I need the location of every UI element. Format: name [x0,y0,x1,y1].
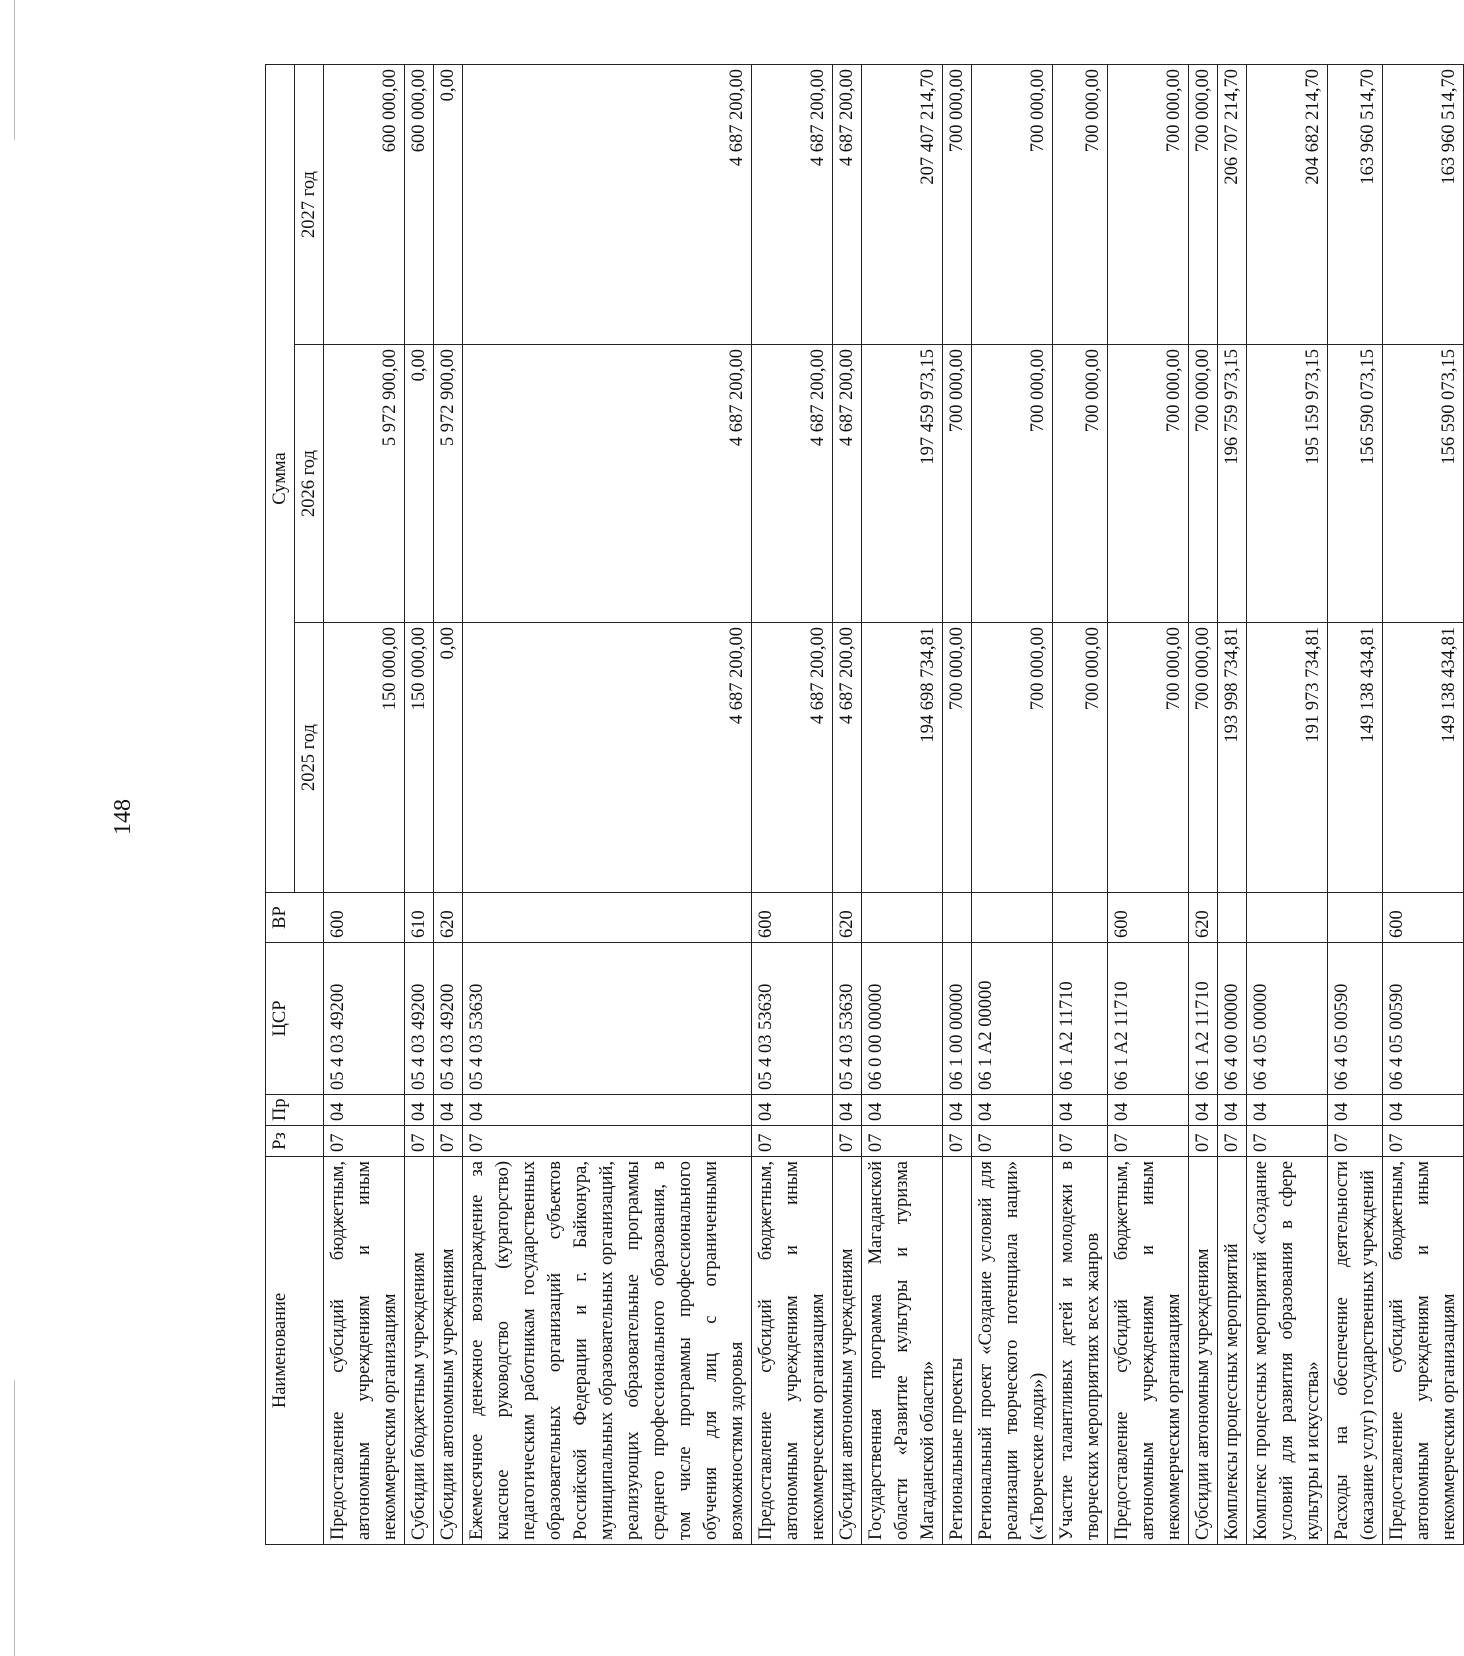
row-sum-2026: 195 159 973,15 [1247,345,1328,623]
row-sum-2027: 600 000,00 [324,64,405,344]
row-pr: 04 [943,1095,972,1126]
row-csr: 06 1 A2 11710 [1053,943,1108,1095]
table-row [405,64,434,1544]
header-rz: Рз [266,1126,324,1157]
row-sum-2027: 163 960 514,70 [1383,64,1464,344]
row-sum-2025: 700 000,00 [943,623,972,893]
row-sum-2027: 600 000,00 [405,64,434,344]
table-row [1108,64,1189,1544]
row-rz: 07 [862,1126,943,1157]
row-sum-2025: 149 138 434,81 [1383,623,1464,893]
header-pr: Пр [266,1095,324,1126]
row-rz: 07 [1053,1126,1108,1157]
row-sum-2027: 700 000,00 [1053,64,1108,344]
row-sum-2025: 193 998 734,81 [1218,623,1247,893]
row-sum-2026: 4 687 200,00 [463,345,752,623]
row-sum-2027: 700 000,00 [1108,64,1189,344]
table-row [833,64,862,1544]
row-rz: 07 [324,1126,405,1157]
row-csr: 06 4 05 00000 [1247,943,1328,1095]
table-row [862,64,943,1544]
row-csr: 06 1 A2 11710 [1189,943,1218,1095]
table-row [324,64,405,1544]
row-pr: 04 [833,1095,862,1126]
row-name: Государственная программа Магаданской области «Развитие культуры и туризма Магаданской области» [862,1157,943,1545]
row-pr: 04 [1328,1095,1383,1126]
row-csr: 06 1 A2 11710 [1108,943,1189,1095]
row-rz: 07 [1328,1126,1383,1157]
rotated-document [110,65,1459,1645]
table-row [1247,64,1328,1544]
row-sum-2025: 150 000,00 [405,623,434,893]
row-csr: 05 4 03 53630 [463,943,752,1095]
row-name: Региональный проект «Создание условий для реализации творческого потенциала нации» («Творческие люди») [972,1157,1053,1545]
row-name: Субсидии автономным учреждениям [434,1157,463,1545]
row-csr: 05 4 03 53630 [833,943,862,1095]
header-sum: Сумма [266,64,295,892]
row-name: Расходы на обеспечение деятельности (оказание услуг) государственных учреждений [1328,1157,1383,1545]
row-pr: 04 [862,1095,943,1126]
row-sum-2025: 4 687 200,00 [463,623,752,893]
table-row [972,64,1053,1544]
row-vr: 600 [324,893,405,943]
row-sum-2027: 4 687 200,00 [833,64,862,344]
row-vr: 620 [1189,893,1218,943]
row-sum-2025: 150 000,00 [324,623,405,893]
row-sum-2027: 0,00 [434,64,463,344]
row-csr: 06 1 A2 00000 [972,943,1053,1095]
table-row [1383,64,1464,1544]
row-name: Региональные проекты [943,1157,972,1545]
row-rz: 07 [1383,1126,1464,1157]
row-pr: 04 [463,1095,752,1126]
row-sum-2026: 156 590 073,15 [1383,345,1464,623]
row-sum-2025: 194 698 734,81 [862,623,943,893]
row-rz: 07 [1218,1126,1247,1157]
row-vr [1218,893,1247,943]
row-pr: 04 [324,1095,405,1126]
row-sum-2026: 0,00 [405,345,434,623]
row-vr [1247,893,1328,943]
row-pr: 04 [405,1095,434,1126]
row-vr: 600 [1383,893,1464,943]
row-sum-2026: 700 000,00 [1053,345,1108,623]
row-vr: 620 [833,893,862,943]
row-sum-2026: 5 972 900,00 [324,345,405,623]
table-row [752,64,833,1544]
row-sum-2026: 700 000,00 [943,345,972,623]
row-sum-2026: 700 000,00 [972,345,1053,623]
row-pr: 04 [1108,1095,1189,1126]
row-sum-2026: 4 687 200,00 [752,345,833,623]
row-name: Комплекс процессных мероприятий «Создание условий для развития образования в сфере культуры и искусства» [1247,1157,1328,1545]
row-vr: 610 [405,893,434,943]
row-sum-2025: 4 687 200,00 [752,623,833,893]
row-rz: 07 [1108,1126,1189,1157]
row-sum-2027: 207 407 214,70 [862,64,943,344]
row-name: Участие талантливых детей и молодежи в творческих мероприятиях всех жанров [1053,1157,1108,1545]
header-2025: 2025 год [295,623,324,893]
row-csr: 06 4 05 00590 [1328,943,1383,1095]
row-sum-2027: 204 682 214,70 [1247,64,1328,344]
row-sum-2026: 700 000,00 [1189,345,1218,623]
row-vr [463,893,752,943]
row-sum-2027: 4 687 200,00 [463,64,752,344]
row-name: Предоставление субсидий бюджетным, автономным учреждениям и иным некоммерческим организациям [1108,1157,1189,1545]
header-vr: ВР [266,893,324,943]
row-csr: 05 4 03 53630 [752,943,833,1095]
row-sum-2026: 196 759 973,15 [1218,345,1247,623]
row-sum-2026: 156 590 073,15 [1328,345,1383,623]
row-vr [1328,893,1383,943]
row-name: Комплексы процессных мероприятий [1218,1157,1247,1545]
row-rz: 07 [463,1126,752,1157]
row-vr [972,893,1053,943]
row-pr: 04 [1383,1095,1464,1126]
row-name: Ежемесячное денежное вознаграждение за классное руководство (кураторство) педагогическим работникам государственных образовательных организаций субъектов Российской Федерации и г. Байконура, муниципальных образовательных организаций, реализующих образовательные программы среднего профессионального образования, в том числе программы профессионального обучения для лиц с ограниченными возможностями здоровья [463,1157,752,1545]
row-rz: 07 [1189,1126,1218,1157]
header-csr: ЦСР [266,943,324,1095]
row-csr: 05 4 03 49200 [434,943,463,1095]
row-csr: 05 4 03 49200 [324,943,405,1095]
row-csr: 06 1 00 00000 [943,943,972,1095]
row-rz: 07 [434,1126,463,1157]
row-vr [1053,893,1108,943]
row-rz: 07 [943,1126,972,1157]
scan-edge-line [14,0,15,140]
row-sum-2027: 4 687 200,00 [752,64,833,344]
row-pr: 04 [972,1095,1053,1126]
row-pr: 04 [1247,1095,1328,1126]
header-2026: 2026 год [295,345,324,623]
row-pr: 04 [434,1095,463,1126]
row-pr: 04 [1218,1095,1247,1126]
table-row [434,64,463,1544]
table-row [1189,64,1218,1544]
row-sum-2027: 700 000,00 [972,64,1053,344]
header-name: Наименование [266,1157,324,1545]
row-sum-2025: 700 000,00 [1189,623,1218,893]
row-sum-2025: 700 000,00 [972,623,1053,893]
row-name: Субсидии автономным учреждениям [1189,1157,1218,1545]
row-csr: 06 4 00 00000 [1218,943,1247,1095]
header-2027: 2027 год [295,64,324,344]
row-pr: 04 [752,1095,833,1126]
row-vr: 600 [1108,893,1189,943]
budget-table [265,64,1464,1545]
page-number: 148 [110,799,136,835]
table-row [1328,64,1383,1544]
row-pr: 04 [1189,1095,1218,1126]
row-name: Субсидии бюджетным учреждениям [405,1157,434,1545]
row-sum-2027: 700 000,00 [1189,64,1218,344]
row-rz: 07 [752,1126,833,1157]
row-vr: 620 [434,893,463,943]
row-vr: 600 [752,893,833,943]
row-sum-2025: 149 138 434,81 [1328,623,1383,893]
row-csr: 06 0 00 00000 [862,943,943,1095]
row-sum-2026: 700 000,00 [1108,345,1189,623]
scan-edge-line [14,1380,15,1656]
row-sum-2026: 197 459 973,15 [862,345,943,623]
row-rz: 07 [405,1126,434,1157]
row-sum-2026: 4 687 200,00 [833,345,862,623]
table-row [1053,64,1108,1544]
table-row [1218,64,1247,1544]
row-sum-2025: 700 000,00 [1053,623,1108,893]
row-sum-2027: 163 960 514,70 [1328,64,1383,344]
table-row [943,64,972,1544]
row-sum-2025: 191 973 734,81 [1247,623,1328,893]
row-csr: 06 4 05 00590 [1383,943,1464,1095]
row-sum-2025: 700 000,00 [1108,623,1189,893]
row-name: Субсидии автономным учреждениям [833,1157,862,1545]
row-sum-2025: 4 687 200,00 [833,623,862,893]
row-name: Предоставление субсидий бюджетным, автономным учреждениям и иным некоммерческим организациям [752,1157,833,1545]
row-sum-2027: 206 707 214,70 [1218,64,1247,344]
row-rz: 07 [1247,1126,1328,1157]
row-sum-2027: 700 000,00 [943,64,972,344]
row-name: Предоставление субсидий бюджетным, автономным учреждениям и иным некоммерческим организациям [324,1157,405,1545]
table-row [463,64,752,1544]
row-vr [862,893,943,943]
row-name: Предоставление субсидий бюджетным, автономным учреждениям и иным некоммерческим организациям [1383,1157,1464,1545]
row-rz: 07 [833,1126,862,1157]
header-row [266,64,295,1544]
row-csr: 05 4 03 49200 [405,943,434,1095]
row-rz: 07 [972,1126,1053,1157]
row-sum-2026: 5 972 900,00 [434,345,463,623]
row-pr: 04 [1053,1095,1108,1126]
row-sum-2025: 0,00 [434,623,463,893]
row-vr [943,893,972,943]
